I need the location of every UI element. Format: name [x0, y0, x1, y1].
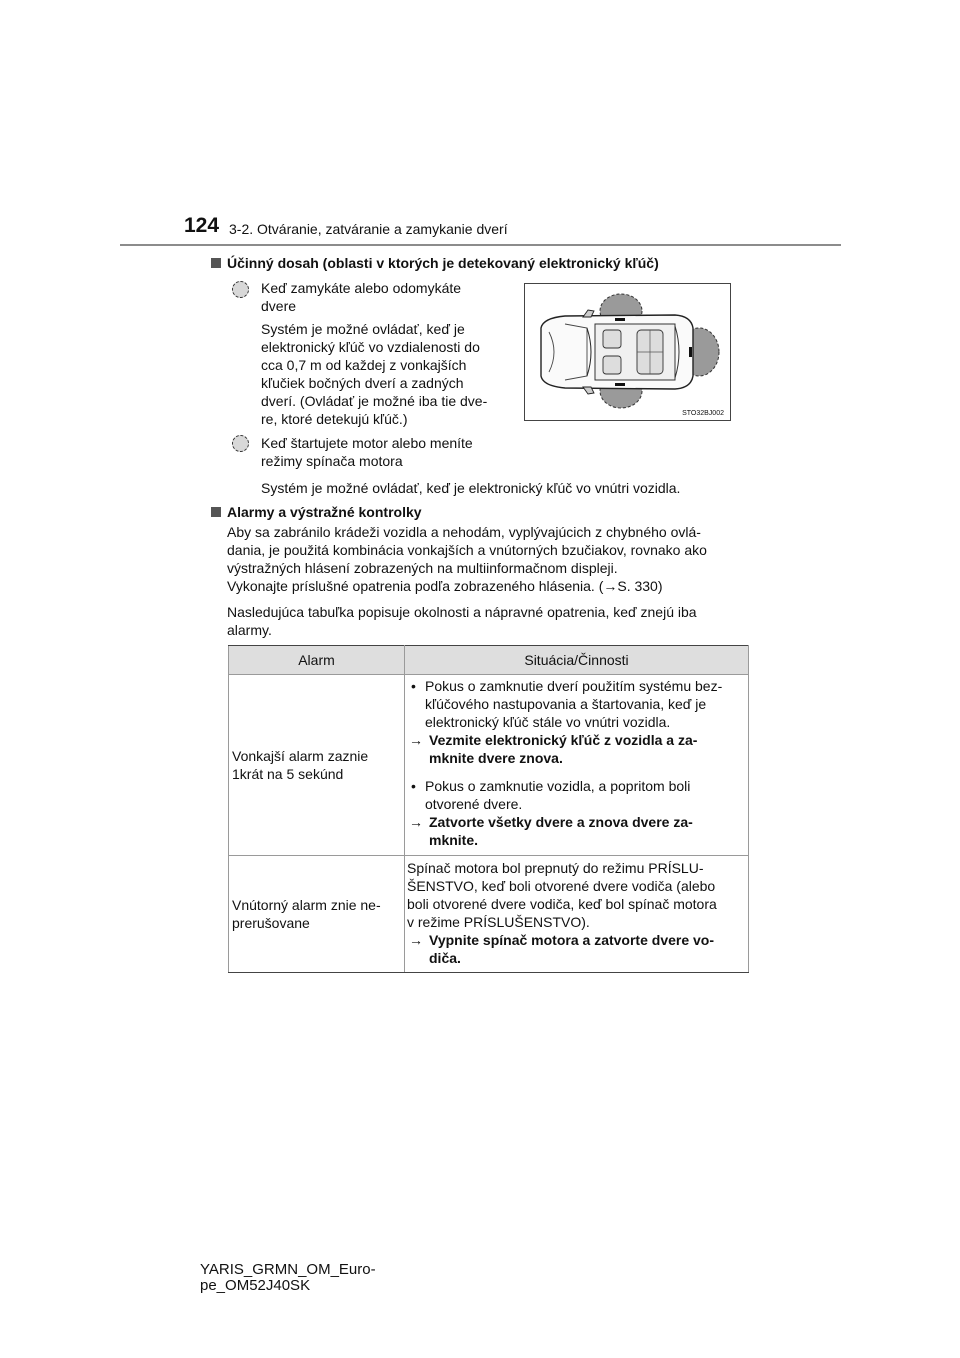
item2-title-line: režimy spínača motora [261, 453, 403, 469]
action-text: Vezmite elektronický kľúč z vozidla a za- [429, 732, 698, 748]
arrow-icon: → [409, 732, 423, 748]
item1-title-line: dvere [261, 298, 297, 314]
table-row [229, 675, 749, 856]
dashed-circle-icon [232, 281, 249, 298]
situation-line: kľúčového nastupovania a štartovania, keď je [425, 696, 707, 712]
item1-body-line: dverí. (Ovládať je možné iba tie dve- [261, 393, 488, 409]
situation-bullet [409, 677, 746, 731]
situation-line: Pokus o zamknutie vozidla, a popritom boli [425, 778, 691, 794]
page-number: 124 [184, 214, 220, 237]
footer-line: pe_OM52J40SK [200, 1277, 311, 1294]
action-text: mknite. [429, 832, 479, 848]
square-bullet-icon [211, 258, 221, 268]
column-header-situation: Situácia/Činnosti [405, 646, 749, 675]
table-header-row [229, 646, 749, 675]
situation-cell [405, 675, 749, 856]
action-text: diča. [429, 950, 461, 966]
item1-body-line: kľučiek bočných dverí a zadných [261, 375, 464, 391]
action-line [409, 813, 746, 849]
alarm-line: prerušovane [232, 915, 310, 931]
item1-body [261, 320, 505, 428]
situation-line: v režime PRÍSLUŠENSTVO). [407, 914, 590, 930]
section-title: 3-2. Otváranie, zatváranie a zamykanie dverí [229, 221, 508, 237]
action-line [409, 731, 746, 767]
paragraph-line: Vykonajte príslušné opatrenia podľa zobrazeného hlásenia. (→S. 330) [227, 578, 663, 594]
action-line [409, 931, 746, 967]
paragraph-line: Aby sa zabránilo krádeži vozidla a nehodám, vyplývajúcich z chybného ovlá- [227, 524, 701, 540]
figure-label: STO32BJ002 [682, 410, 724, 417]
item1-title [261, 279, 505, 315]
column-header-alarm: Alarm [229, 646, 405, 675]
situation-line: boli otvorené dvere vodiča, keď bol spínač motora [407, 896, 717, 912]
section1-heading [211, 255, 659, 271]
alarm-cell [229, 675, 405, 856]
dashed-circle-icon [232, 435, 249, 452]
section2-paragraph1 [227, 523, 745, 595]
item2-body: Systém je možné ovládať, keď je elektronický kľúč vo vnútri vozidla. [261, 480, 681, 496]
section1-heading-text: Účinný dosah (oblasti v ktorých je detekovaný elektronický kľúč) [227, 255, 659, 271]
alarm-cell [229, 856, 405, 973]
action-text: Zatvorte všetky dvere a znova dvere za- [429, 814, 693, 830]
action-text: Vypnite spínač motora a zatvorte dvere vo- [429, 932, 715, 948]
item1-body-line: elektronický kľúč vo vzdialenosti do [261, 339, 480, 355]
section2-heading [211, 504, 422, 520]
situation-line: Pokus o zamknutie dverí použitím systému bez- [425, 678, 723, 694]
table-row [229, 856, 749, 973]
item2-title-line: Keď štartujete motor alebo meníte [261, 435, 473, 451]
footer-document-id [200, 1262, 376, 1294]
item1-body-line: Systém je možné ovládať, keď je [261, 321, 465, 337]
item1-title-line: Keď zamykáte alebo odomykáte [261, 280, 462, 296]
paragraph-line: dania, je použitá kombinácia vonkajších a vnútorných bzučiakov, rovnako ako [227, 542, 707, 558]
footer-line: YARIS_GRMN_OM_Euro- [200, 1261, 376, 1278]
situation-cell [405, 856, 749, 973]
paragraph-line: alarmy. [227, 622, 272, 638]
item1-body-line: cca 0,7 m od každej z vonkajších [261, 357, 467, 373]
section2-paragraph2 [227, 603, 745, 639]
header-rule [120, 244, 841, 246]
paragraph-line: výstražných hlásení zobrazených na multiinformačnom displeji. [227, 560, 618, 576]
situation-line: Spínač motora bol prepnutý do režimu PRÍSLU- [407, 860, 704, 876]
alarm-line: 1krát na 5 sekúnd [232, 766, 344, 782]
situation-bullet [409, 777, 746, 813]
situation-line: otvorené dvere. [425, 796, 523, 812]
bullet-dot: • [411, 678, 416, 694]
arrow-icon: → [409, 814, 423, 830]
alarm-line: Vnútorný alarm znie ne- [232, 897, 381, 913]
paragraph-line: Nasledujúca tabuľka popisuje okolnosti a nápravné opatrenia, keď znejú iba [227, 604, 697, 620]
section2-heading-text: Alarmy a výstražné kontrolky [227, 504, 422, 520]
item2-title [261, 434, 505, 470]
alarms-table [228, 645, 749, 973]
alarm-line: Vonkajší alarm zaznie [232, 748, 369, 764]
car-top-view-illustration [525, 284, 730, 420]
action-text: mknite dvere znova. [429, 750, 563, 766]
key-range-figure [524, 283, 731, 421]
item1-body-line: re, ktoré detekujú kľúč.) [261, 411, 408, 427]
bullet-dot: • [411, 778, 416, 794]
square-bullet-icon [211, 507, 221, 517]
situation-line: ŠENSTVO, keď boli otvorené dvere vodiča (alebo [407, 878, 716, 894]
arrow-icon: → [409, 932, 423, 948]
situation-line: elektronický kľúč stále vo vnútri vozidla. [425, 714, 671, 730]
